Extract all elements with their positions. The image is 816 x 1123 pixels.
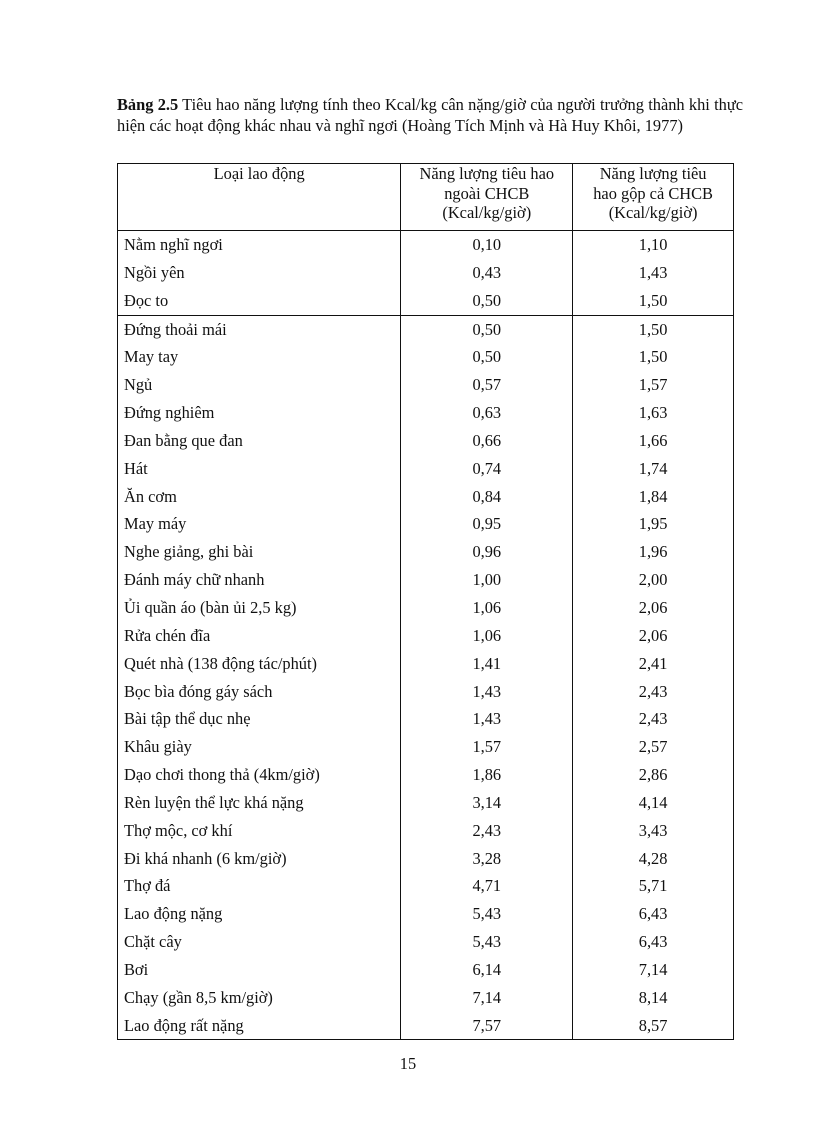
energy-extra: 0,43	[401, 259, 573, 287]
energy-extra: 1,41	[401, 650, 573, 678]
table-row	[118, 761, 734, 789]
header-energy-extra: Năng lượng tiêu hao ngoài CHCB (Kcal/kg/giờ)	[401, 164, 573, 231]
energy-total: 2,06	[573, 594, 734, 622]
energy-total: 1,10	[573, 231, 734, 259]
activity-name: Ủi quần áo (bàn ủi 2,5 kg)	[118, 594, 401, 622]
energy-total: 1,57	[573, 371, 734, 399]
table-row	[118, 315, 734, 343]
energy-total: 8,14	[573, 984, 734, 1012]
table-row	[118, 650, 734, 678]
table-row	[118, 956, 734, 984]
energy-total: 1,84	[573, 483, 734, 511]
table-caption	[117, 95, 743, 136]
energy-total: 2,57	[573, 733, 734, 761]
activity-name: Quét nhà (138 động tác/phút)	[118, 650, 401, 678]
table-row	[118, 789, 734, 817]
table-row	[118, 483, 734, 511]
activity-name: Rèn luyện thể lực khá nặng	[118, 789, 401, 817]
table-row	[118, 287, 734, 315]
table-row	[118, 510, 734, 538]
activity-name: Thợ mộc, cơ khí	[118, 817, 401, 845]
energy-extra: 1,00	[401, 566, 573, 594]
energy-extra: 3,28	[401, 845, 573, 873]
table-label: Bảng 2.5	[117, 95, 179, 114]
table-row	[118, 231, 734, 259]
activity-name: Hát	[118, 455, 401, 483]
activity-name: May tay	[118, 343, 401, 371]
energy-total: 2,43	[573, 705, 734, 733]
activity-name: Đi khá nhanh (6 km/giờ)	[118, 845, 401, 873]
table-row	[118, 845, 734, 873]
energy-extra: 6,14	[401, 956, 573, 984]
activity-name: Bọc bìa đóng gáy sách	[118, 678, 401, 706]
activity-name: Ăn cơm	[118, 483, 401, 511]
energy-total: 1,50	[573, 315, 734, 343]
caption-text: Tiêu hao năng lượng tính theo Kcal/kg cân nặng/giờ của người trưởng thành khi thực hiện các hoạt động khác nhau và nghĩ ngơi (Hoàng Tích Mịnh và Hà Huy Khôi, 1977)	[117, 95, 743, 135]
table-row	[118, 678, 734, 706]
energy-extra: 5,43	[401, 900, 573, 928]
energy-extra: 5,43	[401, 928, 573, 956]
energy-extra: 0,10	[401, 231, 573, 259]
energy-total: 5,71	[573, 872, 734, 900]
table-row	[118, 733, 734, 761]
table-row	[118, 1012, 734, 1040]
energy-extra: 4,71	[401, 872, 573, 900]
table-row	[118, 872, 734, 900]
energy-extra: 1,43	[401, 705, 573, 733]
energy-total: 7,14	[573, 956, 734, 984]
activity-name: Nghe giảng, ghi bài	[118, 538, 401, 566]
energy-total: 1,43	[573, 259, 734, 287]
energy-extra: 0,84	[401, 483, 573, 511]
energy-total: 1,50	[573, 343, 734, 371]
activity-name: Ngồi yên	[118, 259, 401, 287]
energy-total: 8,57	[573, 1012, 734, 1040]
energy-extra: 1,43	[401, 678, 573, 706]
table-row	[118, 984, 734, 1012]
table-row	[118, 343, 734, 371]
energy-extra: 0,63	[401, 399, 573, 427]
activity-name: Đứng thoải mái	[118, 315, 401, 343]
energy-total: 1,66	[573, 427, 734, 455]
table-row	[118, 455, 734, 483]
activity-name: Rửa chén đĩa	[118, 622, 401, 650]
table-row	[118, 371, 734, 399]
energy-extra: 0,96	[401, 538, 573, 566]
energy-extra: 3,14	[401, 789, 573, 817]
activity-name: Bài tập thể dục nhẹ	[118, 705, 401, 733]
activity-name: Đứng nghiêm	[118, 399, 401, 427]
energy-extra: 1,06	[401, 594, 573, 622]
energy-extra: 2,43	[401, 817, 573, 845]
energy-extra: 7,57	[401, 1012, 573, 1040]
activity-name: Dạo chơi thong thả (4km/giờ)	[118, 761, 401, 789]
energy-table	[117, 163, 734, 1040]
energy-total: 1,63	[573, 399, 734, 427]
energy-total: 2,86	[573, 761, 734, 789]
table-row	[118, 566, 734, 594]
energy-total: 2,43	[573, 678, 734, 706]
energy-total: 1,50	[573, 287, 734, 315]
activity-name: Đọc to	[118, 287, 401, 315]
energy-extra: 1,06	[401, 622, 573, 650]
energy-total: 2,41	[573, 650, 734, 678]
energy-extra: 0,50	[401, 315, 573, 343]
energy-total: 1,74	[573, 455, 734, 483]
table-row	[118, 399, 734, 427]
table-row	[118, 817, 734, 845]
table-row	[118, 928, 734, 956]
table-row	[118, 594, 734, 622]
activity-name: Lao động nặng	[118, 900, 401, 928]
energy-total: 6,43	[573, 928, 734, 956]
table-header-row	[118, 164, 734, 231]
energy-total: 1,95	[573, 510, 734, 538]
energy-extra: 0,66	[401, 427, 573, 455]
energy-extra: 0,74	[401, 455, 573, 483]
table-row	[118, 538, 734, 566]
energy-total: 3,43	[573, 817, 734, 845]
activity-name: Bơi	[118, 956, 401, 984]
activity-name: May máy	[118, 510, 401, 538]
table-row	[118, 259, 734, 287]
activity-name: Khâu giày	[118, 733, 401, 761]
header-activity: Loại lao động	[118, 164, 401, 231]
energy-extra: 0,50	[401, 287, 573, 315]
activity-name: Đánh máy chữ nhanh	[118, 566, 401, 594]
energy-extra: 1,86	[401, 761, 573, 789]
energy-total: 1,96	[573, 538, 734, 566]
activity-name: Nằm nghĩ ngơi	[118, 231, 401, 259]
activity-name: Đan bằng que đan	[118, 427, 401, 455]
header-energy-total: Năng lượng tiêu hao gộp cả CHCB (Kcal/kg/giờ)	[573, 164, 734, 231]
activity-name: Lao động rất nặng	[118, 1012, 401, 1040]
table-row	[118, 900, 734, 928]
activity-name: Chạy (gần 8,5 km/giờ)	[118, 984, 401, 1012]
energy-total: 4,28	[573, 845, 734, 873]
energy-extra: 0,50	[401, 343, 573, 371]
energy-extra: 7,14	[401, 984, 573, 1012]
activity-name: Chặt cây	[118, 928, 401, 956]
table-row	[118, 622, 734, 650]
energy-total: 2,06	[573, 622, 734, 650]
table-row	[118, 705, 734, 733]
activity-name: Thợ đá	[118, 872, 401, 900]
energy-total: 6,43	[573, 900, 734, 928]
energy-total: 2,00	[573, 566, 734, 594]
table-row	[118, 427, 734, 455]
energy-extra: 0,57	[401, 371, 573, 399]
energy-extra: 0,95	[401, 510, 573, 538]
energy-extra: 1,57	[401, 733, 573, 761]
energy-total: 4,14	[573, 789, 734, 817]
activity-name: Ngủ	[118, 371, 401, 399]
page-number: 15	[399, 1054, 417, 1073]
